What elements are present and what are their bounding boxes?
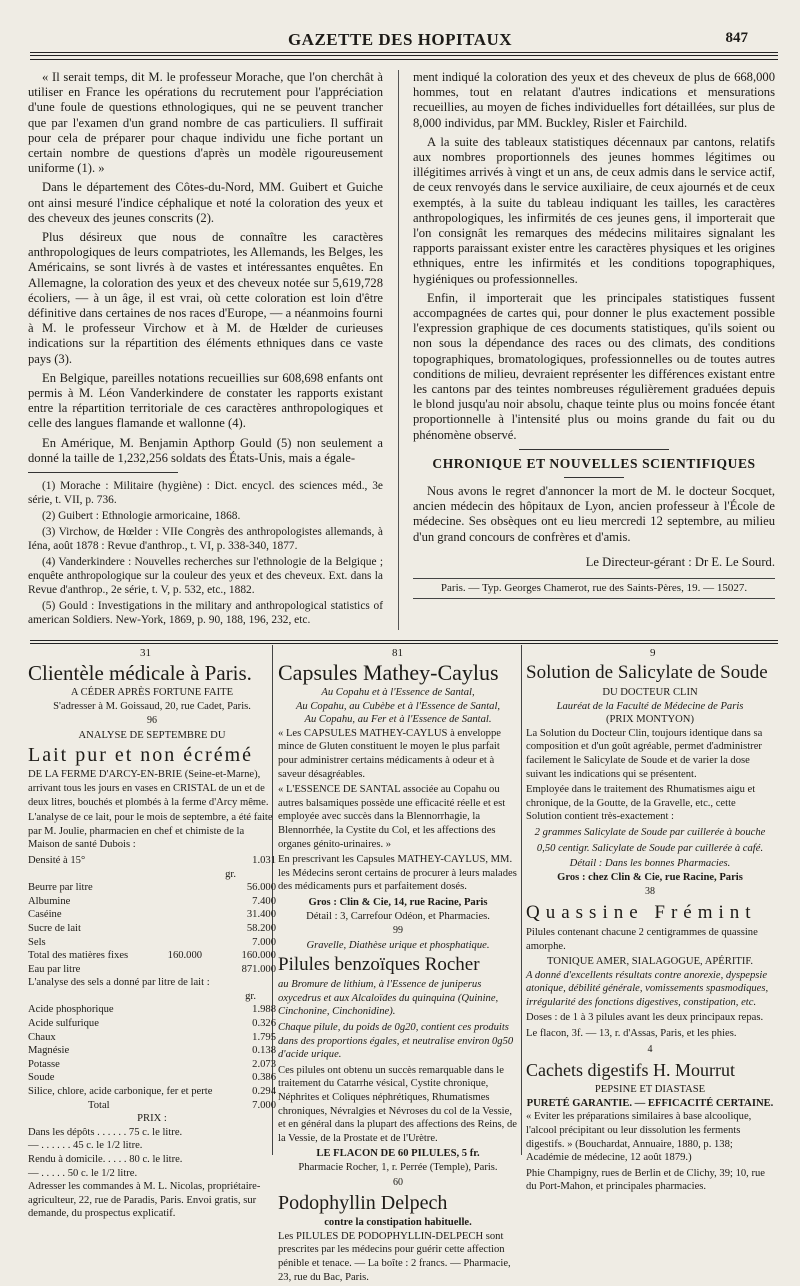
ad-number-small: 4 [647, 1043, 653, 1055]
table-value: 0.326 [252, 1018, 276, 1030]
ad-pilules-p2: Chaque pilule, du poids de 0g20, contient ces produits dans des proportions égales, et neutralise environ 0g50 d'acide urique. [278, 1022, 514, 1061]
ad-body: « L'ESSENCE DE SANTAL associée au Copahu ou autres balsamiques possède une efficacité réelle et est employée avec succès dans la Blennorrhagie, la Blennorrhée, la Cystite du Col, et les affections des organes génito-urinaires. » [278, 784, 506, 850]
table-row [28, 1017, 276, 1031]
ad-quassine-p3: A donné d'excellents résultats contre anorexie, dyspepsie atonique, débilité générale, vomissements spasmodiques, irrégularité des fonctions digestives, constipation, etc. [526, 969, 769, 1008]
ad-line: Au Copahu, au Cubèbe et à l'Essence de Santal, [295, 700, 501, 712]
ads-top-rule-2 [30, 643, 778, 644]
ad-number: 81 [392, 647, 403, 659]
ad-densite-row [28, 854, 276, 868]
ad-cachets-sub: PEPSINE ET DIASTASE [594, 1084, 706, 1096]
ad-body: En prescrivant les Capsules MATHEY-CAYLUS, MM. les Médecins seront certains de procurer à leurs malades des médicaments purs et parfaitement dosés. [278, 854, 517, 893]
ad-gros: Gros : chez Clin & Cie, rue Racine, Paris [557, 871, 743, 883]
ad-total-fixes-row [28, 949, 276, 963]
table-row [28, 1071, 276, 1085]
ad-pilules-body: au Bromure de lithium, à l'Essence de juniperus oxycedrus et aux Alcaloïdes du quinquina (Quinine, Cinchonine, Cinchonidine). [278, 979, 499, 1018]
ad-body: « Les CAPSULES MATHEY-CAYLUS à enveloppe mince de Gluten constituent le moyen le plus parfait pour administrer certains médicaments à odeur et à saveur désagréables. [278, 727, 501, 780]
ad-title: Clientèle médicale à Paris. [28, 661, 252, 685]
ad-separator [521, 645, 522, 1155]
ad-footer: Adresser les commandes à M. L. Nicolas, propriétaire-agriculteur, 22, rue de Paradis, Paris. Envoi gratis, sur demande, du prospectus explicatif. [28, 1181, 261, 1220]
ad-pilules-title: Pilules benzoïques Rocher [278, 954, 480, 976]
table-label: Acide sulfurique [28, 1018, 99, 1030]
footnote: (1) Morache : Militaire (hygiène) : Dict. encycl. des sciences méd., 3e série, t. VII, p. 736. [28, 480, 383, 507]
table-value: 58.200 [246, 922, 276, 934]
ad-podo-sub: contre la constipation habituelle. [324, 1217, 472, 1229]
article-paragraph: Plus désireux que nous de connaître les caractères anthropologiques de leurs compatriotes, les Allemands, les Belges, les Américains, se sont livrés à de vastes et intéressantes enquêtes. En Allemagne, la coloration des yeux et des cheveux notée sur 5,619,728 écoliers, — à un âge, il est vrai, où cette coloration est loin d'être définitive dans certaines de nos races d'Europe, — a néanmoins fourni à M. le professeur Virchow et à M. de Hœlder de curieuses indications sur la répartition des éléments ethniques dans ce vaste pays (3). [28, 230, 383, 366]
ad-total-fixes-value: 160.000 [167, 950, 203, 962]
ad-prix-line: Dans les dépôts . . . . . . 75 c. le litre. [28, 1126, 183, 1138]
table-value: 0.294 [252, 1086, 276, 1098]
footnote: (5) Gould : Investigations in the military and anthropological statistics of american Soldiers. New-York, 1869, p. 90, 188, 196, 232, etc. [28, 600, 383, 627]
ad-quassine-p5: Le flacon, 3f. — 13, r. d'Assas, Paris, et les phies. [526, 1028, 737, 1040]
milk-analysis-table [28, 881, 276, 949]
page-header-title: GAZETTE DES HOPITAUX [287, 30, 513, 49]
header-rule-3 [30, 59, 778, 60]
ad-number-small: 99 [393, 925, 403, 937]
table-label: Caséine [28, 909, 62, 921]
ad-eau-value: 871.000 [241, 963, 276, 975]
ad-podo-title: Podophyllin Delpech [278, 1192, 448, 1215]
table-value: 1.988 [252, 1004, 276, 1016]
ad-podo-body: Les PILULES DE PODOPHYLLIN-DELPECH sont prescrites par les médecins pour guérir cette affection pénible et tenace. — La boîte : 2 francs. — Pharmacie, 23, rue du Bac, Paris. [278, 1230, 511, 1283]
table-label: Acide phosphorique [28, 1004, 114, 1016]
ad-quassine-title: Quassine Frémint [526, 901, 757, 923]
ad-detail: Détail : Dans les bonnes Pharmacies. [569, 858, 731, 870]
ad-gravelle: Gravelle, Diathèse urique et phosphatique. [306, 939, 490, 951]
ad-body: La Solution du Docteur Clin, toujours identique dans sa composition et d'un goût agréable, permet d'administrer facilement le Salicylate de Soude et de varier la dose suivant les indications qui se présentent. [526, 727, 763, 780]
ad-cachets-title: Cachets digestifs H. Mourrut [526, 1060, 735, 1081]
article-paragraph: Enfin, il importerait que les principales statistiques fussent accompagnées de cartes qui, pour donner le plus exactement possible l'expression graphique de ces documents statistiques, qu'ils soient ou non sous la dépendance des races ou des climats, des conditions topographiques, bromatologiques, professionnelles ou de toutes autres conditions de milieu, devraient représenter les différences existant entre les cantons par des teintes nombreuses régulièrement graduées depuis le blond jusqu'au noir absolu, chaque teinte plus ou moins foncée étant proportionnelle à l'intensité plus ou moins grande du fait ou du phénomène observé. [413, 290, 775, 442]
table-row [28, 1031, 276, 1045]
ad-gros: Gros : Clin & Cie, 14, rue Racine, Paris [308, 896, 488, 908]
chronique-paragraph: Nous avons le regret d'annoncer la mort de M. le docteur Socquet, ancien médecin des hôpitaux de Lyon, ancien professeur à l'École de médecine. Ses obsèques ont eu lieu mercredi 12 septembre, au milieu d'un grand concours de confrères et d'amis. [413, 484, 775, 544]
section-divider [519, 449, 669, 450]
ad-dose-2: 0,50 centigr. Salicylate de Soude par cuillerée à café. [536, 842, 764, 854]
ad-line: Au Copahu et à l'Essence de Santal, [321, 687, 475, 698]
article-paragraph: A la suite des tableaux statistiques décennaux par cantons, relatifs aux nombres proportionnels des jeunes hommes légitimes ou illégitimes arrivés à vingt et un ans, de ceux admis dans le service actif, de ceux renvoyés dans le service auxiliaire, de ceux ajournés et de ceux exemptés, à la suite du tableau indiquant les tailles, les caractères anthropologiques, les infirmités de ces jeunes gens, il importerait que l'on consignât les remarques des médecins militaires signalant les rapports paraissant exister entre les caractères physiques et les origines ethniques, entre les infirmités et les conditions topographiques, hygiéniques ou professionnelles. [413, 134, 775, 286]
ad-lait-arcy [28, 660, 276, 1223]
ad-prix-label: PRIX : [137, 1113, 167, 1125]
ad-prix-line: Rendu à domicile. . . . . 80 c. le litre. [28, 1154, 183, 1165]
table-row [28, 1003, 276, 1017]
ad-pilules-addr: Pharmacie Rocher, 1, r. Perrée (Temple), Paris. [298, 1162, 498, 1173]
table-value: 56.000 [246, 882, 276, 894]
table-label: Sels [28, 936, 46, 948]
ad-prix-montyon: (PRIX MONTYON) [606, 714, 694, 726]
ad-address: S'adresser à M. Goissaud, 20, rue Cadet, Paris. [53, 700, 251, 712]
imprint: Paris. — Typ. Georges Chamerot, rue des Saints-Pères, 19. — 15027. [413, 578, 775, 599]
ad-densite-label: Densité à 15° [28, 854, 86, 866]
table-row [28, 881, 276, 895]
ad-line: Au Copahu, au Fer et à l'Essence de Santal. [304, 714, 492, 726]
article-right-column [413, 70, 775, 599]
ad-body: DE LA FERME D'ARCY-EN-BRIE (Seine-et-Marne), arrivant tous les jours en vases en CRISTAL de un et de deux litres, bouchés et plombés à la ferme d'Arcy même. [28, 769, 269, 808]
table-row [28, 1085, 276, 1099]
ad-number-small: 38 [645, 886, 655, 898]
ad-headline: Lait pur et non écrémé [28, 744, 254, 767]
ad-cachets-p1: « Eviter les préparations similaires à base alcoolique, l'alcool précipitant ou leur dissolution les ferments digestifs. » (Bouchardat, Annuaire, 1880, p. 138; Académie de médecine, 12 août 1879.) [526, 1111, 752, 1164]
ad-densite-value: 1.031 [252, 854, 276, 866]
table-row [28, 1058, 276, 1072]
table-label: Soude [28, 1072, 55, 1084]
ad-laureat: Lauréat de la Faculté de Médecine de Paris [556, 700, 744, 712]
ad-salicylate-clin [526, 660, 774, 1196]
ad-title: Solution de Salicylate de Soude [526, 662, 768, 683]
section-title: CHRONIQUE ET NOUVELLES SCIENTIFIQUES [432, 455, 756, 471]
page-number: 847 [725, 30, 748, 46]
footnote: (3) Virchow, de Hœlder : VIIe Congrès des anthropologistes allemands, à Iéna, août 1878 : Revue d'anthrop., t. VI, p. 338-340, 1877. [28, 526, 383, 553]
footnote: (4) Vanderkindere : Nouvelles recherches sur l'ethnologie de la Belgique ; enquête anthropologique sur la couleur des yeux et des cheveux. Ext. dans la Revue d'anthrop., 2e série, t. V, p. 532, etc., 1882. [28, 556, 383, 597]
ad-quassine-p2: TONIQUE AMER, SIALAGOGUE, APÉRITIF. [546, 956, 754, 968]
ad-analysis-text: L'analyse de ce lait, pour le mois de septembre, a été faite par M. Joulie, pharmacien en chef et chimiste de la Maison de santé Dubois : [28, 812, 273, 851]
ad-pilules-p3: Ces pilules ont obtenu un succès remarquable dans le traitement du Catarrhe vésical, Cystite chronique, Néphrites et Coliques néphrétiques, Rhumatismes chroniques, Névralgies et Névroses du col de la Vessie, et en général dans la plupart des affections des Reins, de la Vessie, de la Prostate et de l'Urètre. [278, 1064, 517, 1144]
ad-body: Employée dans le traitement des Rhumatismes aigu et chronique, de la Goutte, de la Gravelle, etc., cette Solution contient très-exactement : [526, 784, 756, 823]
article-paragraph: ment indiqué la coloration des yeux et des cheveux de plus de 668,000 hommes, tout en relatant d'autres indications et mensurations recueillies, au moyen de fiches individuelles fort détaillées, sur plus de 8,000 individus, par MM. Buckley, Risler et Fairchild. [413, 70, 775, 130]
article-paragraph: Dans le département des Côtes-du-Nord, MM. Guibert et Guiche ont ainsi mesuré l'indice céphalique et noté la coloration des yeux et des cheveux des jeunes conscrits (2). [28, 180, 383, 225]
ad-pilules-price: LE FLACON DE 60 PILULES, 5 fr. [316, 1148, 480, 1160]
ad-number-small: 60 [393, 1176, 403, 1188]
article-left-column [28, 70, 383, 629]
table-row [28, 895, 276, 909]
ad-quassine-p1: Pilules contenant chacune 2 centigrammes de quassine amorphe. [526, 926, 758, 952]
table-value: 0.138 [252, 1045, 276, 1057]
table-value: 1.795 [252, 1031, 276, 1043]
header-rule-2 [30, 55, 778, 56]
table-value: 31.400 [246, 909, 276, 921]
table-value: 2.073 [252, 1058, 276, 1070]
ad-number: 9 [650, 647, 656, 659]
table-label: Magnésie [28, 1045, 70, 1057]
ad-cachets-p2: Phie Champigny, rues de Berlin et de Clichy, 39; 10, rue du Port-Mahon, et principales pharmacies. [526, 1167, 765, 1193]
table-value: 0.386 [252, 1072, 276, 1084]
ad-unit: gr. [225, 868, 236, 880]
ad-cachets-sub2: PURETÉ GARANTIE. — EFFICACITÉ CERTAINE. [526, 1097, 774, 1109]
salts-analysis-table [28, 1003, 276, 1098]
ad-total-fixes-label: Total des matières fixes [28, 950, 129, 962]
ad-subtitle: DU DOCTEUR CLIN [602, 687, 698, 698]
header-rule [30, 52, 778, 53]
ad-total-value: 7.000 [252, 1099, 276, 1111]
table-value: 7.000 [252, 936, 276, 948]
ad-eau-label: Eau par litre [28, 963, 81, 975]
footnotes [28, 479, 383, 627]
ad-prix-line: — . . . . . . 45 c. le 1/2 litre. [28, 1140, 143, 1152]
ad-sels-intro: L'analyse des sels a donné par litre de lait : [28, 977, 210, 989]
ad-dose-1: 2 grammes Salicylate de Soude par cuillerée à bouche [534, 826, 766, 838]
table-label: Beurre par litre [28, 882, 93, 894]
table-row [28, 1044, 276, 1058]
ad-number: 31 [140, 647, 151, 659]
ad-eau-row [28, 963, 276, 977]
ad-title: Capsules Mathey-Caylus [278, 660, 499, 685]
table-row [28, 908, 276, 922]
article-paragraph: « Il serait temps, dit M. le professeur Morache, que l'on cherchât à utiliser en France les opérations du recrutement pour l'appréciation d'une foule de questions ethnologiques, qui ne se peuvent trancher que par l'examen d'un grand nombre de cas particuliers. Il suffirait pour cela de préparer pour chaque individu une fiche portant un certain nombre de questions d'après un modèle rigoureusement uniforme (1). » [28, 70, 383, 176]
footnote: (2) Guibert : Ethnologie armoricaine, 1868. [42, 510, 241, 523]
footnote-rule [28, 472, 178, 473]
ad-capsules-mathey-caylus [278, 660, 518, 1286]
ad-subtitle: A CÉDER APRÈS FORTUNE FAITE [70, 687, 234, 698]
ad-analyse-label: ANALYSE DE SEPTEMBRE DU [78, 729, 226, 741]
table-label: Albumine [28, 895, 71, 907]
table-label: Potasse [28, 1058, 60, 1070]
ad-quassine-p4: Doses : de 1 à 3 pilules avant les deux principaux repas. [526, 1012, 764, 1024]
article-paragraph: En Belgique, pareilles notations recueillies sur 608,698 enfants ont permis à M. Léon Vanderkindere de constater les rapports existant entre la répartition territoriale de ces caractères anthropologiques et celle des langues flamande et wallonne (4). [28, 370, 383, 431]
table-label: Silice, chlore, acide carbonique, fer et perte [28, 1086, 213, 1098]
ad-total-fixes-right: 160.000 [241, 950, 276, 962]
table-label: Chaux [28, 1031, 56, 1043]
ad-total-row [28, 1099, 276, 1113]
ad-detail: Détail : 3, Carrefour Odéon, et Pharmacies. [306, 910, 490, 922]
table-label: Sucre de lait [28, 922, 81, 934]
ad-total-label: Total [88, 1099, 110, 1111]
ad-number-small: 96 [147, 715, 157, 727]
article-paragraph: En Amérique, M. Benjamin Apthorp Gould (5) non seulement a donné la taille de 1,232,256 soldats des États-Unis, mais a égale- [28, 435, 383, 465]
table-row [28, 936, 276, 950]
signature: Le Directeur-gérant : Dr E. Le Sourd. [585, 554, 775, 569]
ad-sels-unit: gr. [245, 990, 256, 1002]
column-separator [398, 70, 399, 630]
table-row [28, 922, 276, 936]
ads-top-rule [30, 640, 778, 641]
ad-prix-line: — . . . . . 50 c. le 1/2 litre. [28, 1167, 138, 1179]
table-value: 7.400 [252, 895, 276, 907]
section-divider [564, 477, 624, 478]
